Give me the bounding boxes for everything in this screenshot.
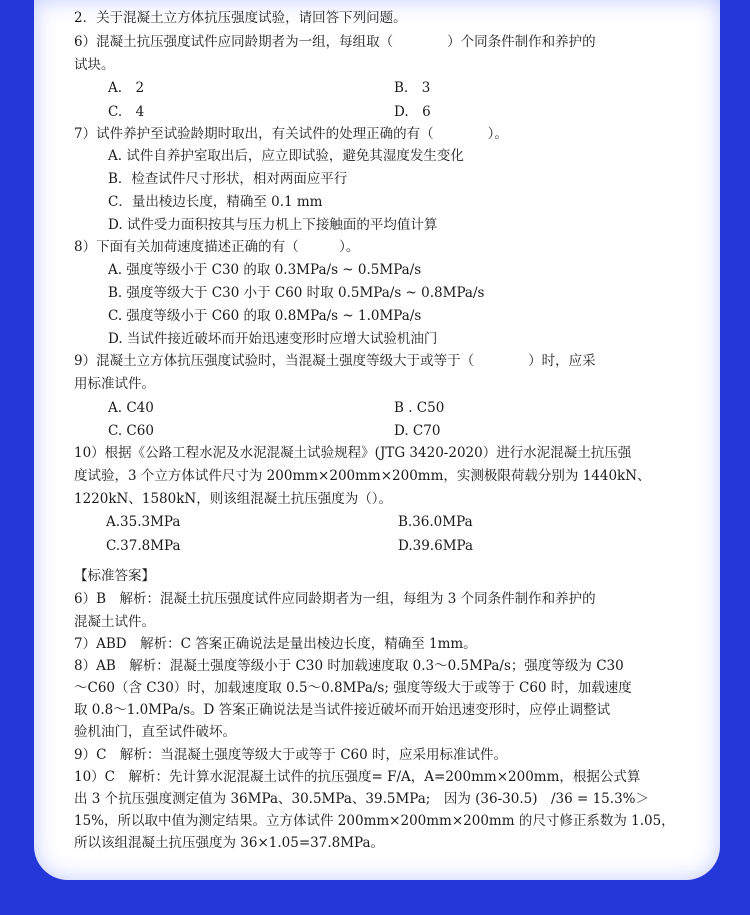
- q10-option-b: B.36.0MPa: [398, 514, 473, 530]
- answer-9: 9）C 解析：当混凝土强度等级大于或等于 C60 时，应采用标准试件。: [74, 747, 508, 763]
- answer-10-line1: 10）C 解析：先计算水泥混凝土试件的抗压强度= F/A，A=200mm×200mm，根据公式算: [74, 769, 641, 785]
- q8-option-b: B. 强度等级大于 C30 小于 C60 时取 0.5MPa/s ~ 0.8MPa/s: [108, 285, 485, 301]
- q7-option-c: C．量出棱边长度，精确至 0.1 mm: [108, 194, 323, 210]
- answer-8-line4: 验机油门，直至试件破坏。: [74, 724, 236, 740]
- q6-text-line1: 6）混凝土抗压强度试件应同龄期者为一组，每组取（ ）个同条件制作和养护的: [74, 34, 596, 50]
- q7-option-b: B．检查试件尺寸形状，相对两面应平行: [108, 171, 348, 187]
- q8-option-c: C. 强度等级小于 C60 的取 0.8MPa/s ~ 1.0MPa/s: [108, 308, 422, 324]
- q9-option-b: B . C50: [394, 400, 445, 416]
- answer-6-line2: 混凝土试件。: [74, 614, 155, 630]
- q10-text-line2: 度试验，3 个立方体试件尺寸为 200mm×200mm×200mm，实测极限荷载分别为 1440kN、: [74, 468, 651, 484]
- answer-10-line2: 出 3 个抗压强度测定值为 36MPa、30.5MPa、39.5MPa; 因为 (36-30.5) /36 = 15.3%＞: [74, 791, 649, 807]
- q9-option-c: C. C60: [108, 423, 154, 439]
- q9-option-a: A. C40: [108, 400, 154, 416]
- q10-option-a: A.35.3MPa: [106, 514, 181, 530]
- answer-7: 7）ABD 解析：C 答案正确说法是量出棱边长度，精确至 1mm。: [74, 636, 477, 652]
- q10-text-line3: 1220kN、1580kN，则该组混凝土抗压强度为（）。: [74, 491, 392, 507]
- answers-heading: 【标准答案】: [74, 568, 155, 584]
- answer-8-line3: 取 0.8～1.0MPa/s。D 答案正确说法是当试件接近破坏而开始迅速变形时，应停止调整试: [74, 702, 611, 718]
- q8-option-a: A. 强度等级小于 C30 的取 0.3MPa/s ~ 0.5MPa/s: [108, 262, 422, 278]
- q7-text: 7）试件养护至试验龄期时取出，有关试件的处理正确的有（ ）。: [74, 126, 508, 142]
- q10-option-d: D.39.6MPa: [398, 538, 474, 554]
- q6-text-line2: 试块。: [74, 57, 115, 73]
- q7-option-a: A. 试件自养护室取出后，应立即试验，避免其湿度发生变化: [108, 148, 464, 164]
- content-card: [34, 0, 720, 880]
- q9-text-line2: 用标准试件。: [74, 376, 155, 392]
- q7-option-d: D. 试件受力面积按其与压力机上下接触面的平均值计算: [108, 217, 438, 233]
- answer-10-line3: 15%，所以取中值为测定结果。立方体试件 200mm×200mm×200mm 的尺寸修正系数为 1.05，: [74, 813, 675, 829]
- answer-10-line4: 所以该组混凝土抗压强度为 36×1.05=37.8MPa。: [74, 835, 385, 851]
- q6-option-a: A. 2: [108, 80, 145, 96]
- q9-text-line1: 9）混凝土立方体抗压强度试验时，当混凝土强度等级大于或等于（ ）时，应采: [74, 353, 596, 369]
- answer-6-line1: 6）B 解析：混凝土抗压强度试件应同龄期者为一组，每组为 3 个同条件制作和养护的: [74, 591, 596, 607]
- q10-option-c: C.37.8MPa: [106, 538, 181, 554]
- question-intro: 2．关于混凝土立方体抗压强度试验，请回答下列问题。: [74, 10, 407, 26]
- answer-8-line2: ～C60（含 C30）时，加载速度取 0.5～0.8MPa/s; 强度等级大于或等于 C60 时，加载速度: [74, 680, 632, 696]
- q8-option-d: D. 当试件接近破坏而开始迅速变形时应增大试验机油门: [108, 331, 438, 347]
- q9-option-d: D. C70: [394, 423, 441, 439]
- q6-option-c: C. 4: [108, 104, 145, 120]
- q6-option-d: D. 6: [394, 104, 431, 120]
- answer-8-line1: 8）AB 解析：混凝土强度等级小于 C30 时加载速度取 0.3～0.5MPa/s；强度等级为 C30: [74, 658, 624, 674]
- q8-text: 8）下面有关加荷速度描述正确的有（ ）。: [74, 239, 360, 255]
- q10-text-line1: 10）根据《公路工程水泥及水泥混凝土试验规程》(JTG 3420-2020）进行水泥混凝土抗压强: [74, 445, 632, 461]
- q6-option-b: B. 3: [394, 80, 431, 96]
